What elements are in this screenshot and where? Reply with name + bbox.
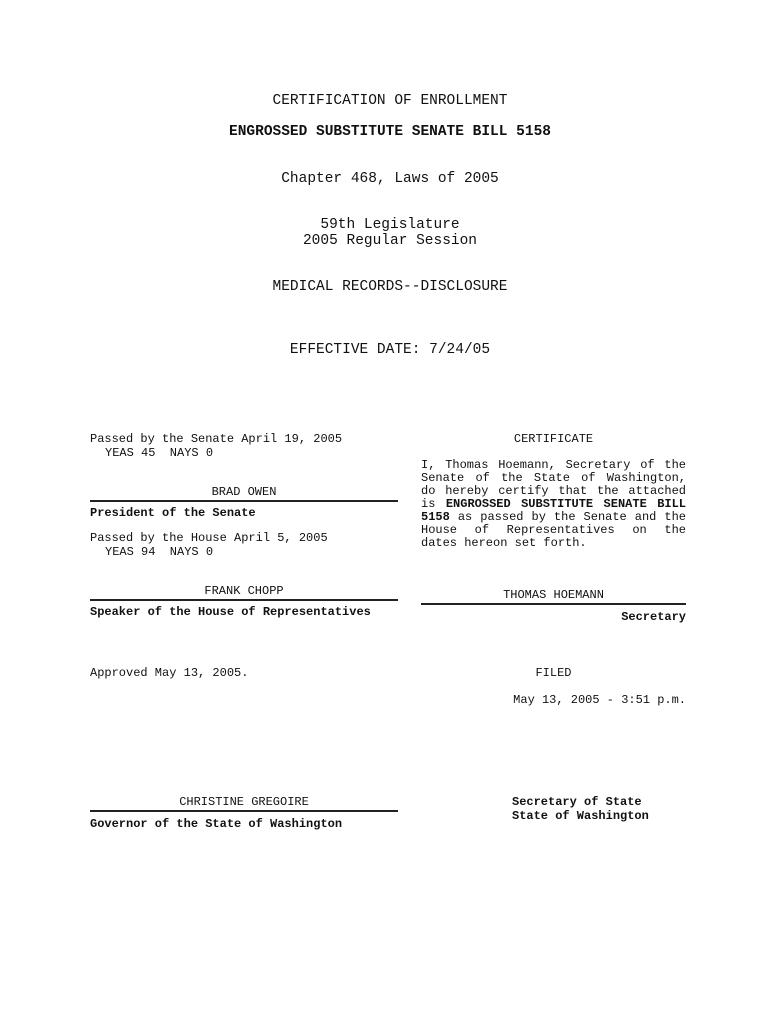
house-role: Speaker of the House of Representatives [90, 605, 371, 619]
approved-line: Approved May 13, 2005. [90, 666, 249, 680]
house-votes: YEAS 94 NAYS 0 [105, 545, 214, 559]
senate-signer: BRAD OWEN [211, 485, 277, 499]
certificate-text-part2: as passed by the Senate and the House of Representatives on the dates hereon set forth. [421, 510, 686, 550]
filed-date: May 13, 2005 - 3:51 p.m. [513, 693, 686, 707]
house-signer: FRANK CHOPP [204, 584, 284, 598]
secretary-of-state-line2: State of Washington [512, 809, 649, 823]
governor-role: Governor of the State of Washington [90, 817, 343, 831]
secretary-signer: THOMAS HOEMANN [503, 588, 604, 602]
senate-passed: Passed by the Senate April 19, 2005 [90, 432, 343, 446]
governor-signature-line [90, 810, 398, 812]
chapter-line: Chapter 468, Laws of 2005 [281, 171, 499, 187]
secretary-signature-line [421, 603, 686, 605]
senate-votes: YEAS 45 NAYS 0 [105, 446, 214, 460]
bill-title: ENGROSSED SUBSTITUTE SENATE BILL 5158 [229, 124, 551, 140]
secretary-role: Secretary [621, 610, 686, 624]
legislature-line: 59th Legislature [320, 217, 460, 233]
certificate-text [421, 459, 686, 550]
certificate-heading: CERTIFICATE [513, 432, 594, 446]
senate-role: President of the Senate [90, 506, 256, 520]
session-line: 2005 Regular Session [302, 233, 478, 249]
certificate-bill-name: ENGROSSED SUBSTITUTE SENATE BILL 5158 [421, 497, 687, 524]
certificate-text-part1: I, Thomas Hoemann, Secretary of the Senate of the State of Washington, do hereby certify that the attached is [421, 458, 686, 511]
house-signature-line [90, 599, 398, 601]
house-passed: Passed by the House April 5, 2005 [90, 531, 328, 545]
subject-line: MEDICAL RECORDS--DISCLOSURE [272, 279, 508, 295]
certification-title: CERTIFICATION OF ENROLLMENT [272, 93, 508, 109]
senate-signature-line [90, 500, 398, 502]
effective-date: EFFECTIVE DATE: 7/24/05 [289, 342, 491, 358]
filed-heading: FILED [535, 666, 572, 680]
governor-signer: CHRISTINE GREGOIRE [179, 795, 309, 809]
secretary-of-state-line1: Secretary of State [512, 795, 642, 809]
